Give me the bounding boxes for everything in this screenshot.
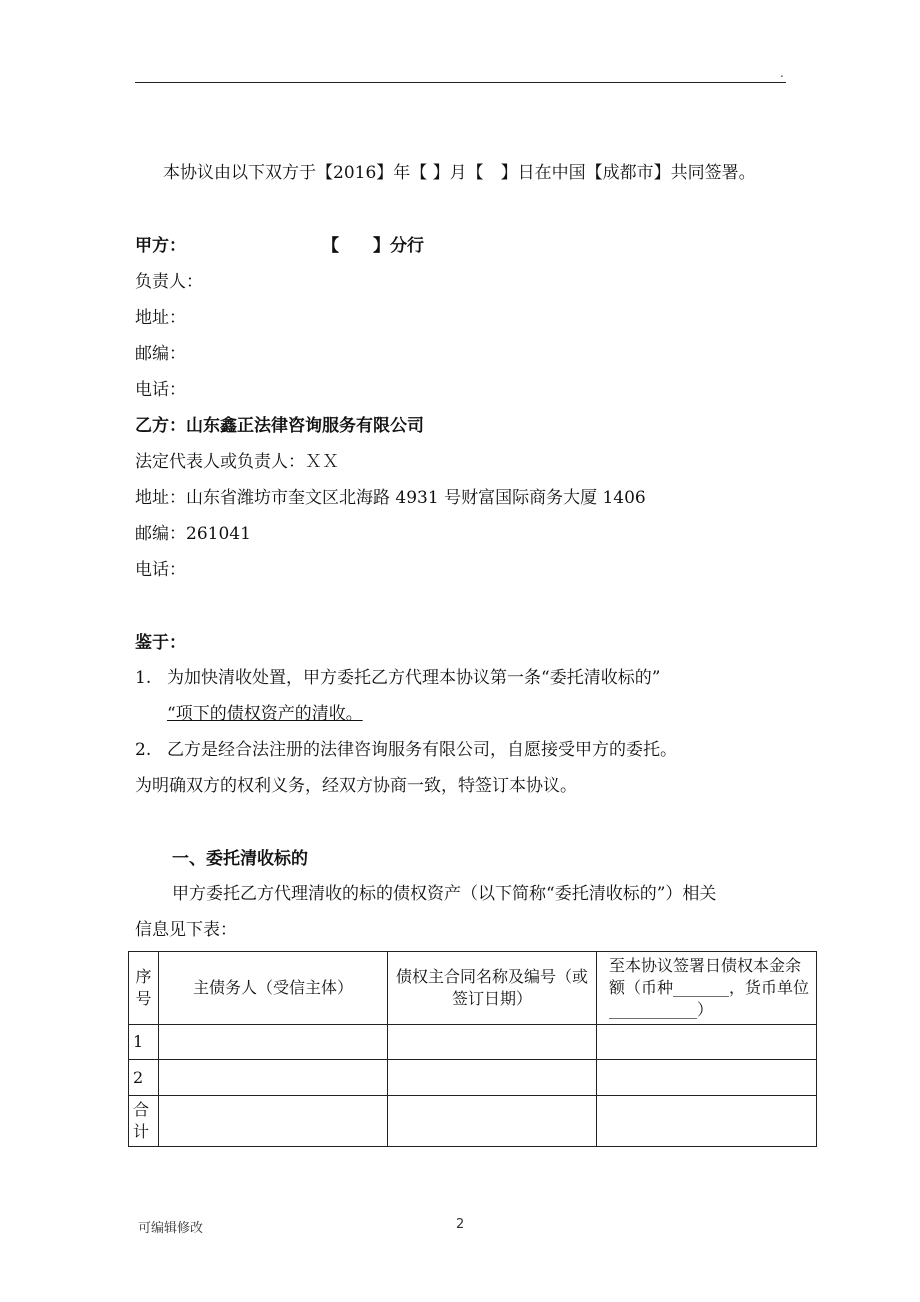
header-debtor: 主债务人（受信主体） [159, 952, 388, 1025]
page-number: 2 [456, 1217, 465, 1232]
party-a-label: 甲方： [135, 236, 186, 256]
header-mark: . [780, 66, 784, 80]
row-seq: 合计 [129, 1095, 159, 1146]
row-cell [388, 1059, 597, 1095]
footer-editable-note: 可编辑修改 [138, 1221, 204, 1236]
row-seq: 1 [129, 1025, 159, 1060]
whereas-item-1-continuation: “项下的债权资产的清收。 [167, 704, 363, 724]
party-a-name: 【 】分行 [322, 236, 424, 256]
party-a-postcode: 邮编： [135, 344, 186, 364]
party-b-address: 地址：山东省潍坊市奎文区北海路 4931 号财富国际商务大厦 1406 [135, 488, 646, 508]
whereas-item-2 [135, 739, 677, 761]
header-contract: 债权主合同名称及编号（或签订日期） [388, 952, 597, 1025]
section-1-paragraph-line-2: 信息见下表： [135, 920, 237, 940]
table-row [129, 1095, 817, 1146]
whereas-item-2-number: 2. [135, 740, 152, 760]
section-1-title: 一、委托清收标的 [172, 849, 308, 869]
row-cell [159, 1095, 388, 1146]
party-b-phone: 电话： [135, 560, 186, 580]
debt-table [128, 951, 817, 1147]
header-seq: 序号 [129, 952, 159, 1025]
section-1-paragraph-line-1: 甲方委托乙方代理清收的标的债权资产（以下简称“委托清收标的”）相关 [172, 884, 717, 904]
party-b-representative: 法定代表人或负责人：ＸＸ [135, 452, 339, 472]
row-cell [597, 1025, 817, 1060]
row-seq: 2 [129, 1059, 159, 1095]
header-balance: 至本协议签署日债权本金余额（币种_______，货币单位___________） [597, 952, 817, 1025]
party-b-postcode: 邮编：261041 [135, 524, 251, 544]
party-a-responsible: 负责人： [135, 272, 203, 292]
row-cell [159, 1025, 388, 1060]
table-row [129, 1025, 817, 1060]
whereas-item-2-text: 乙方是经合法注册的法律咨询服务有限公司，自愿接受甲方的委托。 [167, 740, 677, 760]
party-a-address: 地址： [135, 308, 186, 328]
row-cell [159, 1059, 388, 1095]
row-cell [597, 1095, 817, 1146]
debt-table-header-row [129, 952, 817, 1025]
intro-paragraph: 本协议由以下双方于【2016】年【 】月【 】日在中国【成都市】共同签署。 [163, 163, 756, 183]
row-cell [597, 1059, 817, 1095]
row-cell [388, 1025, 597, 1060]
whereas-title: 鉴于： [135, 633, 186, 653]
row-cell [388, 1095, 597, 1146]
whereas-item-1-text: 为加快清收处置，甲方委托乙方代理本协议第一条“委托清收标的” [167, 668, 661, 688]
party-a-phone: 电话： [135, 380, 186, 400]
whereas-item-1 [135, 667, 660, 689]
table-row [129, 1059, 817, 1095]
whereas-closing: 为明确双方的权利义务，经双方协商一致，特签订本协议。 [135, 776, 577, 796]
whereas-item-1-number: 1. [135, 668, 152, 688]
party-b-title: 乙方：山东鑫正法律咨询服务有限公司 [135, 416, 424, 436]
header-rule [135, 82, 786, 83]
